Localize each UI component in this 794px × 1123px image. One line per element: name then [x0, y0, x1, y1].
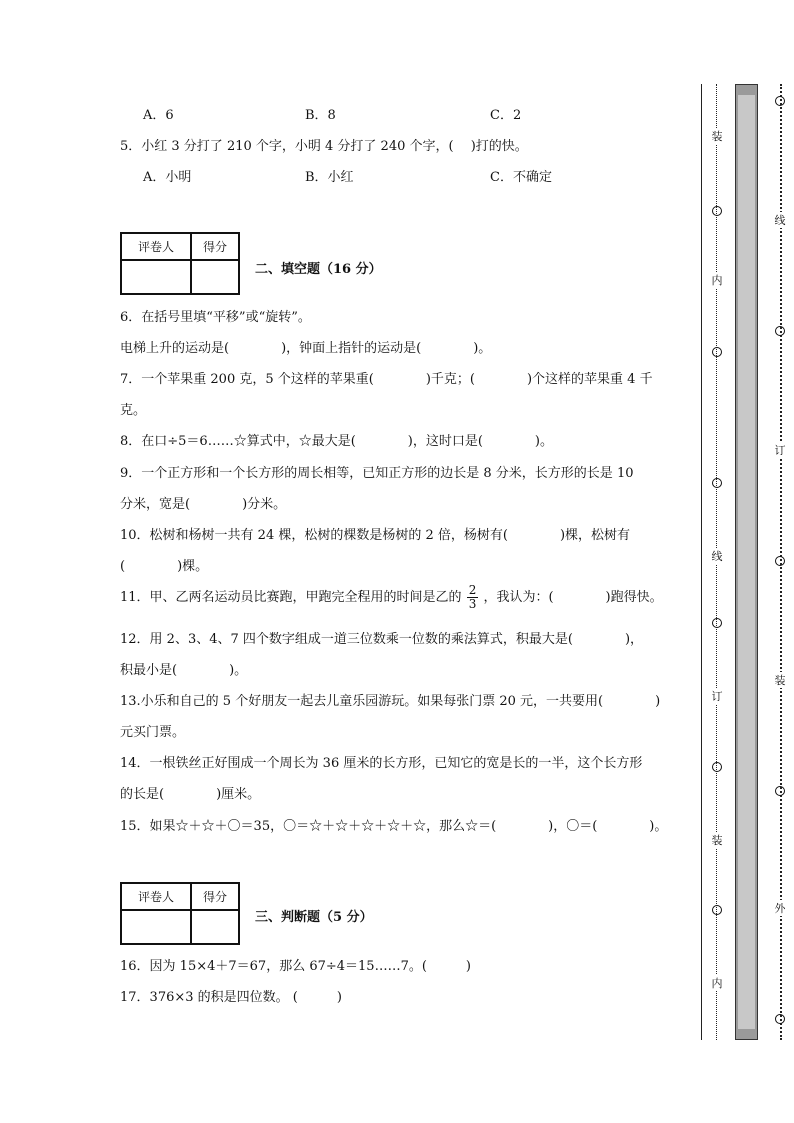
binding-circle: [710, 478, 724, 491]
q4-option-b: B．8: [305, 108, 336, 123]
fraction-two-thirds: [467, 584, 479, 611]
binding-circle: [710, 206, 724, 219]
q11-text-after: ，我认为：( )跑得快。: [483, 590, 663, 606]
circle-icon: [775, 556, 785, 566]
question-14-cont: 的长是( )厘米。: [120, 787, 261, 802]
circle-icon: [712, 618, 722, 628]
score-label: 得分: [191, 883, 239, 910]
binding-circle: [710, 618, 724, 631]
score-label: 得分: [191, 233, 239, 260]
question-13: 13.小乐和自己的 5 个好朋友一起去儿童乐园游玩。如果每张门票 20 元，一共要用( ): [120, 694, 661, 709]
question-6: 6．在括号里填“平移”或“旋转”。: [120, 310, 311, 325]
binding-label: 线: [711, 550, 723, 563]
question-6-line: 电梯上升的运动是( )，钟面上指针的运动是( )。: [120, 341, 492, 356]
q5-option-a: A．小明: [143, 170, 192, 185]
question-10-cont: ( )棵。: [120, 559, 209, 574]
circle-icon: [775, 326, 785, 336]
binding-circle: [710, 905, 724, 918]
section2-title: 二、填空题（16 分）: [255, 262, 382, 277]
circle-icon: [712, 478, 722, 488]
binding-label: 订: [711, 690, 723, 703]
binding-circle: [710, 347, 724, 360]
binding-circle: [773, 96, 787, 109]
q11-text-before: 11．甲、乙两名运动员比赛跑，甲跑完全程用的时间是乙的: [120, 590, 462, 606]
question-7: 7．一个苹果重 200 克，5 个这样的苹果重( )千克；( )个这样的苹果重 4 千: [120, 372, 653, 387]
question-17: 17．376×3 的积是四位数。 ( ): [120, 990, 342, 1005]
binding-gray-bar: [735, 84, 758, 1040]
question-10: 10．松树和杨树一共有 24 棵，松树的棵数是杨树的 2 倍，杨树有( )棵，松树有: [120, 528, 631, 543]
q4-option-c: C．2: [490, 108, 522, 123]
question-9: 9．一个正方形和一个长方形的周长相等，已知正方形的边长是 8 分米，长方形的长是 10: [120, 466, 634, 481]
question-8: 8．在口÷5＝6……☆算式中，☆最大是( )，这时口是( )。: [120, 434, 553, 449]
binding-circle: [773, 326, 787, 339]
score-table-section2: [120, 232, 240, 295]
circle-icon: [712, 206, 722, 216]
binding-bar-inner: [738, 95, 755, 1029]
question-13-cont: 元买门票。: [120, 725, 186, 740]
fraction-numerator: 2: [468, 583, 477, 597]
circle-icon: [775, 96, 785, 106]
binding-circle: [773, 556, 787, 569]
circle-icon: [712, 762, 722, 772]
fraction-denominator: 3: [468, 597, 477, 612]
reviewer-label: 评卷人: [121, 883, 191, 910]
binding-label: 装: [711, 130, 723, 143]
binding-label: 外: [774, 902, 786, 915]
binding-label: 装: [711, 834, 723, 847]
question-16: 16．因为 15×4＋7＝67，那么 67÷4＝15……7。( ): [120, 959, 471, 974]
binding-circle: [710, 762, 724, 775]
binding-circle: [773, 786, 787, 799]
reviewer-cell: [121, 260, 191, 294]
binding-line-left: [701, 84, 702, 1040]
binding-label: 内: [711, 977, 723, 990]
score-cell: [191, 260, 239, 294]
binding-label: 订: [774, 444, 786, 457]
question-12: 12．用 2、3、4、7 四个数字组成一道三位数乘一位数的乘法算式，积最大是( )，: [120, 632, 644, 647]
section3-title: 三、判断题（5 分）: [255, 910, 373, 925]
question-14: 14．一根铁丝正好围成一个周长为 36 厘米的长方形，已知它的宽是长的一半，这个长方形: [120, 756, 643, 771]
score-table-section3: [120, 882, 240, 945]
question-15: 15．如果☆＋☆＋〇＝35，〇＝☆＋☆＋☆＋☆＋☆，那么☆＝( )，〇＝( )。: [120, 819, 668, 834]
question-11: [120, 584, 663, 611]
circle-icon: [712, 905, 722, 915]
circle-icon: [775, 786, 785, 796]
reviewer-cell: [121, 910, 191, 944]
question-12-cont: 积最小是( )。: [120, 663, 248, 678]
question-5: 5．小红 3 分打了 210 个字，小明 4 分打了 240 个字，( )打的快。: [120, 139, 528, 154]
q4-option-a: A．6: [143, 108, 174, 123]
binding-circle: [773, 1014, 787, 1027]
score-cell: [191, 910, 239, 944]
reviewer-label: 评卷人: [121, 233, 191, 260]
binding-label: 装: [774, 674, 786, 687]
binding-label: 内: [711, 274, 723, 287]
binding-label: 线: [774, 214, 786, 227]
question-9-cont: 分米，宽是( )分米。: [120, 497, 287, 512]
circle-icon: [712, 347, 722, 357]
question-7-cont: 克。: [120, 403, 147, 418]
circle-icon: [775, 1014, 785, 1024]
q5-option-c: C．不确定: [490, 170, 552, 185]
q5-option-b: B．小红: [305, 170, 354, 185]
